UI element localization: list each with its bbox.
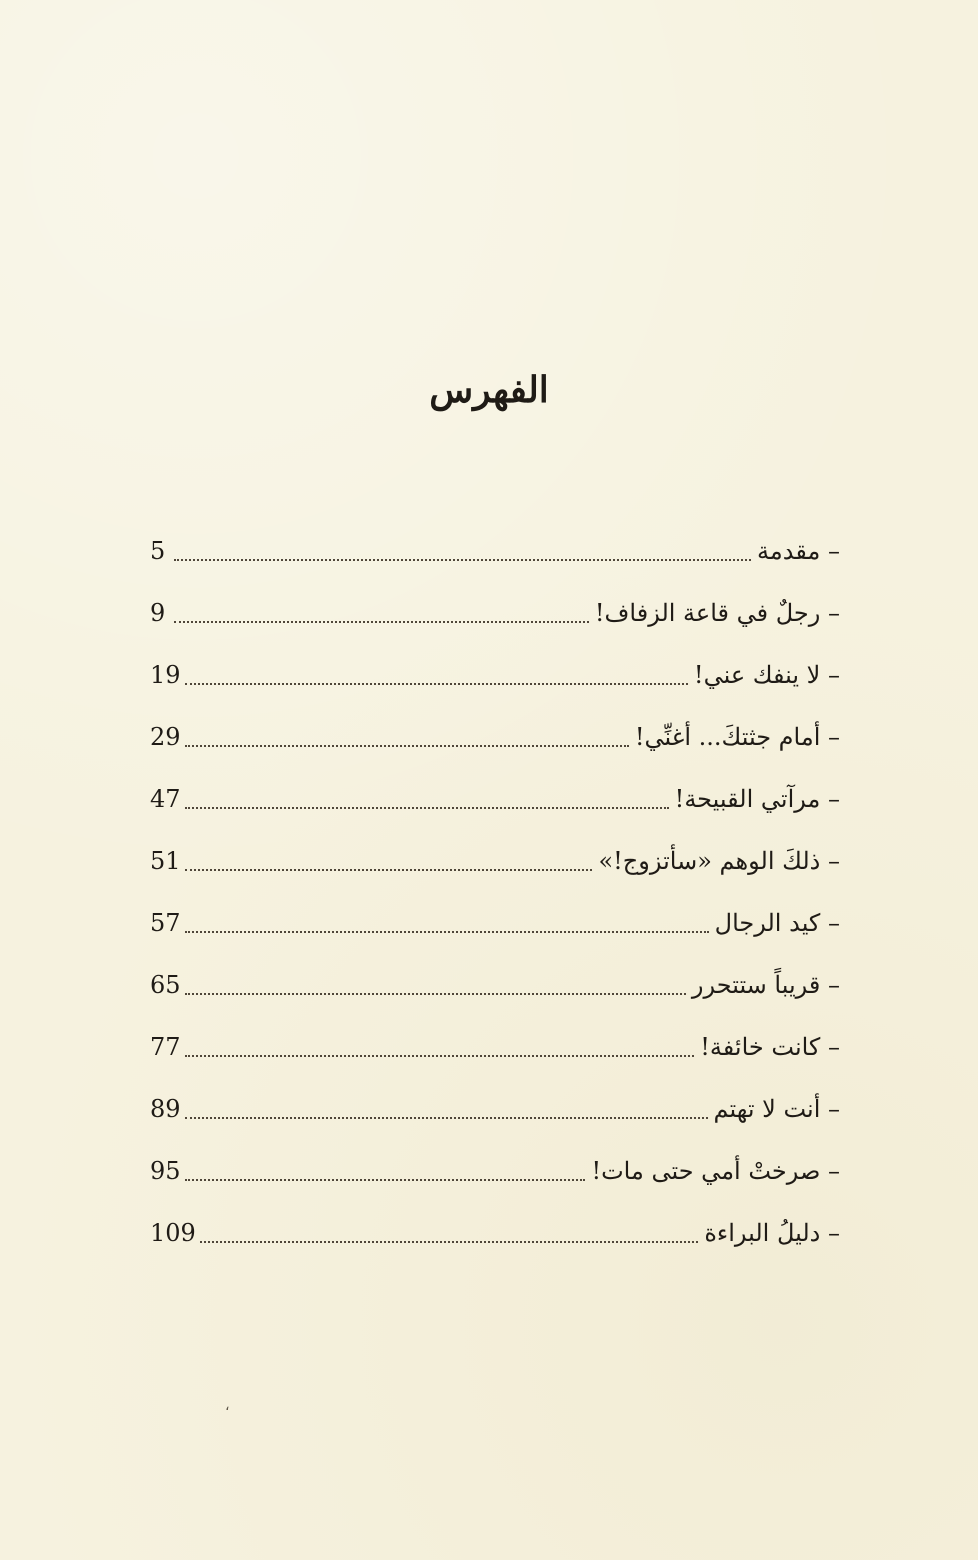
dotted-leader bbox=[174, 621, 589, 623]
stray-mark: ، bbox=[225, 1398, 230, 1414]
toc-entry-title: – ذلكَ الوهم «سأتزوج!» bbox=[598, 847, 840, 875]
toc-page-number: 57 bbox=[150, 909, 181, 937]
toc-page-number: 89 bbox=[150, 1095, 181, 1123]
toc-entry-title: – صرختْ أمي حتى مات! bbox=[591, 1157, 840, 1185]
toc-row bbox=[150, 880, 840, 942]
toc-page-number: 51 bbox=[150, 847, 181, 875]
dotted-leader bbox=[185, 1179, 586, 1181]
toc-entry-title: – أمام جثتكَ... أغنِّي! bbox=[634, 723, 840, 751]
dotted-leader bbox=[185, 869, 593, 871]
toc-page-number: 77 bbox=[150, 1033, 181, 1061]
toc-entry-title: – قريباً ستتحرر bbox=[691, 971, 840, 999]
toc-row bbox=[150, 632, 840, 694]
toc-page-number: 95 bbox=[150, 1157, 181, 1185]
toc-page-number: 65 bbox=[150, 971, 181, 999]
toc-row bbox=[150, 694, 840, 756]
toc-page-number: 109 bbox=[150, 1219, 196, 1247]
toc-row bbox=[150, 1004, 840, 1066]
dotted-leader bbox=[185, 745, 629, 747]
toc-page-number: 47 bbox=[150, 785, 181, 813]
dotted-leader bbox=[185, 931, 709, 933]
toc-row bbox=[150, 570, 840, 632]
toc-entry-title: – كيد الرجال bbox=[714, 909, 840, 937]
toc-row bbox=[150, 942, 840, 1004]
toc-entry-title: – كانت خائفة! bbox=[700, 1033, 840, 1061]
dotted-leader bbox=[185, 1055, 695, 1057]
dotted-leader bbox=[200, 1241, 699, 1243]
table-of-contents bbox=[150, 508, 840, 1252]
toc-row bbox=[150, 1128, 840, 1190]
dotted-leader bbox=[185, 993, 686, 995]
toc-row bbox=[150, 756, 840, 818]
toc-page-number: 29 bbox=[150, 723, 181, 751]
toc-entry-title: – مقدمة bbox=[757, 537, 840, 565]
dotted-leader bbox=[185, 683, 688, 685]
dotted-leader bbox=[174, 559, 751, 561]
toc-row bbox=[150, 818, 840, 880]
toc-page-number: 5 bbox=[150, 537, 166, 565]
toc-page-number: 9 bbox=[150, 599, 166, 627]
toc-entry-title: – دليلُ البراءة bbox=[704, 1219, 840, 1247]
toc-entry-title: – مرآتي القبيحة! bbox=[674, 785, 840, 813]
toc-entry-title: – لا ينفك عني! bbox=[693, 661, 840, 689]
toc-row bbox=[150, 1066, 840, 1128]
dotted-leader bbox=[185, 807, 669, 809]
toc-row bbox=[150, 508, 840, 570]
toc-page-number: 19 bbox=[150, 661, 181, 689]
page-title: الفهرس bbox=[429, 369, 549, 412]
toc-row bbox=[150, 1190, 840, 1252]
toc-entry-title: – رجلٌ في قاعة الزفاف! bbox=[594, 599, 840, 627]
toc-entry-title: – أنت لا تهتم bbox=[713, 1095, 840, 1123]
dotted-leader bbox=[185, 1117, 708, 1119]
